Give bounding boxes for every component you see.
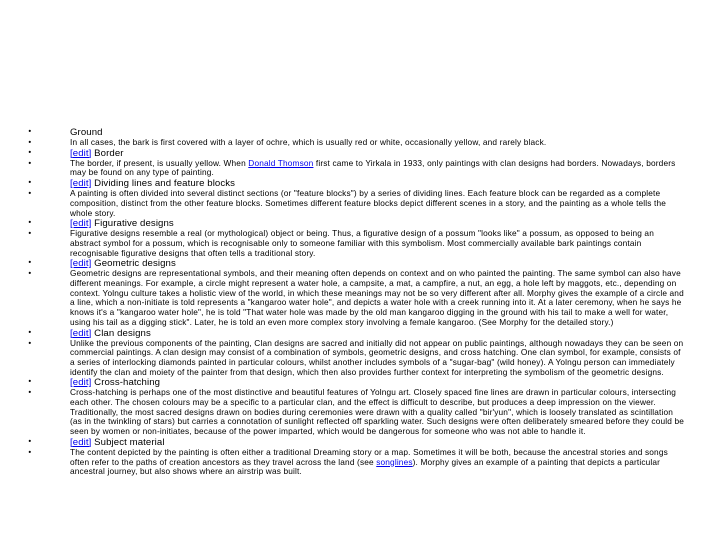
- section-paragraph: [0, 388, 720, 437]
- section-paragraph: [0, 269, 720, 327]
- bullet-icon: •: [28, 258, 32, 268]
- edit-link[interactable]: [edit]: [70, 327, 92, 339]
- section-paragraph: [0, 138, 720, 148]
- edit-link[interactable]: [edit]: [70, 258, 92, 270]
- heading-title-geometric-designs: Geometric designs: [94, 258, 176, 270]
- edit-link[interactable]: [edit]: [70, 436, 92, 448]
- section-paragraph: [0, 159, 720, 178]
- bullet-icon: •: [28, 158, 32, 168]
- section-paragraph: [0, 229, 720, 258]
- paragraph-text: ). Morphy gives an example of a painting that depicts a particular ancestral journey, but also shows where an airstrip was built.: [70, 456, 661, 477]
- paragraph-text: A painting is often divided into several distinct sections (or "feature blocks") by a series of dividing lines. Each feature block can be regarded as a complete composition, distinct from the other feature blocks. Sometimes different feature blocks depict different scenes in a story, and the painting as a whole tells the whole story.: [70, 188, 667, 218]
- bullet-icon: •: [28, 147, 32, 157]
- bullet-icon: •: [28, 138, 32, 147]
- bullet-icon: •: [28, 338, 32, 348]
- heading-title-figurative-designs: Figurative designs: [94, 218, 174, 230]
- heading-title-subject-material: Subject material: [94, 436, 165, 448]
- section-paragraph: [0, 339, 720, 378]
- heading-title-cross-hatching: Cross-hatching: [94, 377, 161, 389]
- bullet-icon: •: [28, 127, 32, 136]
- bullet-icon: •: [28, 327, 32, 337]
- paragraph-text: first came to Yirkala in 1933, only paintings with clan designs had borders. Nowadays, borders may be found on any type of painting.: [70, 157, 676, 178]
- edit-link[interactable]: [edit]: [70, 147, 92, 159]
- bullet-icon: •: [28, 189, 32, 199]
- paragraph-text: Geometric designs are representational symbols, and their meaning often depends on context and on who painted the painting. The same symbol can also have different meanings. For example, a circle might represent a water hole, a campsite, a mat, a campfire, a nut, an egg, a hole left by maggots, etc., depending on context. Yolngu culture takes a holistic view of the world, in which these meanings may not be so very different after all. Morphy gives the example of a circle and a line, which a non-initiate is told represents a "kangaroo water hole", and depicts a water hole with a creek running into it. At a later ceremony, when he says he knows it's a "kangaroo water hole", he is told "That water hole was made by the old man kangaroo digging in the ground with his tail to make a well for water, using his tail as a digging stick". Later, he is told an even more complex story involving a female kangaroo. (See Morphy for the detailed story.): [70, 268, 684, 327]
- paragraph-text: Unlike the previous components of the painting, Clan designs are sacred and initially did not appear on public paintings, although nowadays they can be seen on commercial paintings. A clan design may consist of a combination of symbols, geometric designs, and cross hatching. One clan symbol, for example, consists of a series of interlocking diamonds painted in particular colours, whilst another includes symbols of a "sugar-bag" (wild honey). A Yolngu person can immediately identify the clan and moiety of the painter from that design, which then also provides further context for interpreting the symbolism of the geometric designs.: [70, 337, 684, 377]
- section-paragraph: [0, 448, 720, 477]
- edit-link[interactable]: [edit]: [70, 377, 92, 389]
- bullet-icon: •: [28, 377, 32, 387]
- bullet-icon: •: [28, 178, 32, 188]
- section-paragraph: [0, 189, 720, 218]
- bullet-icon: •: [28, 269, 32, 279]
- edit-link[interactable]: [edit]: [70, 218, 92, 230]
- heading-title-ground: Ground: [70, 127, 103, 138]
- heading-title-border: Border: [94, 147, 124, 159]
- paragraph-text: Figurative designs resemble a real (or mythological) object or being. Thus, a figurative design of a possum "looks like" a possum, as opposed to being an abstract symbol for a possum, which is recognisable only to someone familiar with this symbolism. Most commercially available bark paintings contain recognisable figurative designs that often tells a traditional story.: [70, 228, 654, 258]
- bullet-icon: •: [28, 218, 32, 228]
- paragraph-text: The border, if present, is usually yellow. When: [70, 157, 249, 168]
- bullet-icon: •: [28, 448, 32, 457]
- link-donald-thomson[interactable]: Donald Thomson: [248, 157, 314, 168]
- paragraph-text: The content depicted by the painting is often either a traditional Dreaming story or a map. Sometimes it will be both, because the ancestral stories and songs often refer to the paths of creation ancestors as they travel across the land (see: [70, 446, 668, 467]
- paragraph-text: In all cases, the bark is first covered with a layer of ochre, which is usually red or white, occasionally yellow, and rarely black.: [70, 137, 547, 147]
- heading-title-clan-designs: Clan designs: [94, 327, 151, 339]
- content-list: [0, 127, 720, 477]
- edit-link[interactable]: [edit]: [70, 178, 92, 190]
- paragraph-text: Cross-hatching is perhaps one of the most distinctive and beautiful features of Yolngu art. Closely spaced fine lines are drawn in particular colours, intersecting each other. The chosen colours may be a specific to a particular clan, and the effect is difficult to describe, but produces a deep impression on the viewer. Traditionally, the most sacred designs drawn on bodies during ceremonies were drawn with a quality called "bir'yun", which is loosely translated as scintillation (as in the twinkling of stars) but carries a connotation of sunlight reflected off sparkling water. Such designs were often deliberately smeared before they could be seen by women or non-initiates, because of the power imparted, which would be dangerous for someone who was not able to handle it.: [70, 387, 685, 437]
- bullet-icon: •: [28, 229, 32, 239]
- link-songlines[interactable]: songlines: [376, 456, 413, 467]
- bullet-icon: •: [28, 388, 32, 398]
- heading-title-dividing-lines-and-feature-blocks: Dividing lines and feature blocks: [94, 178, 236, 190]
- bullet-icon: •: [28, 437, 32, 446]
